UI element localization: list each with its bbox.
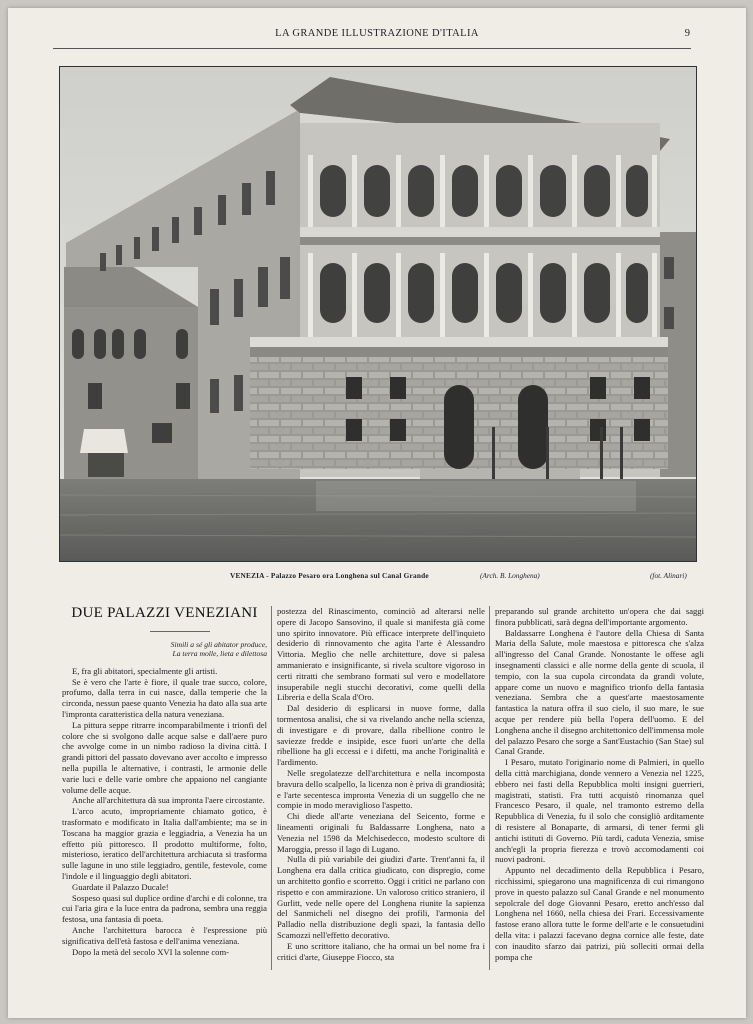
paragraph: L'arco acuto, impropriamente chiamato gotico, è trasformato e modificato in Italia dall'ambiente; ma se in Toscana ha maggior grazia e leggiadria, a Venezia ha un effetto più pittoresco. Il prodotto multiforme, folto, misterioso, ieratico dell'architettura archiacuta si trasforma sulle lagune in uno stile leggiadro, gentile, festevole, come l'indole e il linguaggio degli abitatori. xyxy=(62,806,267,881)
epigraph-line: La terra molle, lieta e dilettosa xyxy=(172,648,267,658)
page-header xyxy=(8,28,746,44)
caption-architect: (Arch. B. Longhena) xyxy=(480,571,540,580)
article-title: DUE PALAZZI VENEZIANI xyxy=(71,605,258,621)
paragraph: Appunto nel decadimento della Repubblica i Pesaro, ricchissimi, spiegarono una magnificenza di cui rimangono prove in questo palazzo sul Canal Grande e nel monumento sepolcrale del doge Giovanni Pesaro, eretto anch'esso dal Longhena nel 1660, nella chiesa dei Frari. Eccessivamente fastose erano allora tutte le forme dell'arte e le consuetudini della vita: i palazzi facevano degna cornice alle feste, date con inaudito sfarzo dai patrizi, più solleciti ormai della pompa che xyxy=(495,865,704,962)
palazzo-pesaro-illustration xyxy=(60,67,696,561)
magazine-page xyxy=(8,8,746,1018)
article-column-2 xyxy=(277,606,485,962)
epigraph-line: Simili a sé gli abitator produce, xyxy=(170,639,267,649)
title-rule xyxy=(150,631,210,632)
column-divider xyxy=(271,606,272,970)
caption-main: VENEZIA - Palazzo Pesaro ora Longhena sul Canal Grande xyxy=(230,571,429,580)
paragraph: Chi diede all'arte veneziana del Seicento, forme e lineamenti originali fu Baldassarre Longhena, nato a Venezia nel 1598 da Melchisedecco, modesto scultore di Maroggia, presso il lago di Lugano. xyxy=(277,811,485,854)
column-divider xyxy=(489,606,490,970)
paragraph: Dal desiderio di esplicarsi in nuove forme, dalla tormentosa analisi, che si va rivelando anche nella scienza, di investigare e di provare, dalla ribellione contro le saviezze fredde e insipide, esce fuori un'arte che della ribellione ha gli eccessi e i difetti, ma anche l'originalità e l'ardimento. xyxy=(277,703,485,768)
paragraph: Nulla di più variabile dei giudizi d'arte. Trent'anni fa, il Longhena era dalla critica giudicato, con dispregio, come un architetto gonfio e scorretto. Oggi i critici ne parlano con rispetto e con ammirazione. Un valoroso critico straniero, il Gurlitt, vede nelle opere del Longhena riunite la sapienza del Sanmicheli nel disegno dei profili, l'armonia del Palladio nella distribuzione degli spazi, la fantasia dello Scamozzi nell'effetto decorativo. xyxy=(277,854,485,940)
paragraph: postezza del Rinascimento, cominciò ad alterarsi nelle opere di Jacopo Sansovino, il quale si manifesta già come uno spirito innovatore. Più efficace interprete dell'inquieto desiderio di rinnovamento che agita l'arte è Alessandro Vittoria. Meglio che nelle architetture, dove si palesa ammanierato e insignificante, si rivela scultore vigoroso in certi ritratti che sembrano formati sul vero e modellatore insuperabile negli stucchi decorativi, come quelli della Libreria e della Scala d'Oro. xyxy=(277,606,485,703)
article-column-1 xyxy=(62,606,267,957)
page-number: 9 xyxy=(684,28,690,39)
paragraph: Guardate il Palazzo Ducale! xyxy=(72,881,169,892)
article-column-3 xyxy=(495,606,704,962)
paragraph: Nelle sregolatezze dell'architettura e nella incomposta bravura dello scalpello, la licenza non è priva di grandiosità; e l'arte secentesca imprонta Venezia di un suggello che ne compie in modo meraviglioso l'aspetto. xyxy=(277,767,485,811)
paragraph: Anche l'architettura barocca è l'espressione più significativa dell'età fastosa e dell'anima veneziana. xyxy=(62,924,267,946)
paragraph: La pittura seppe ritrarre incomparabilmente i trionfi del colore che si svolgono dalle acque salse e dall'aere puro che avvolge come in un nimbo radioso la divina città. I grandi pittori del passato dovevano aver accolto e impresso nella pupilla le alternative, i contrasti, le armonie delle varie luci e delle varie ombre che appaiono nel cangiante volume delle acque. xyxy=(62,719,267,795)
paragraph: E, fra gli abitatori, specialmente gli artisti. xyxy=(72,665,218,676)
paragraph: Se è vero che l'arte è fiore, il quale trae succo, colore, profumo, dalla terra in cui nasce, dalla temperie che la circonda, nessun paese quanto Venezia ha dato alla sua arte l'impronta caratteristica della natura veneziana. xyxy=(62,676,267,719)
caption-photo-credit: (fot. Alinari) xyxy=(650,571,687,580)
paragraph: Sospeso quasi sul duplice ordine d'archi e di colonne, tra cui l'aria gira e la luce entra da padrona, sembra una reggia festosa, una fantasia di poeta. xyxy=(62,892,267,925)
paragraph: preparando sul grande architetto un'opera che dai saggi finora pubblicati, sarà degna dell'importante argomento. xyxy=(495,606,704,627)
paragraph: Anche all'architettura dà sua impronta l'aere circostante. xyxy=(72,795,265,806)
epigraph xyxy=(62,640,267,658)
palazzo-photo xyxy=(59,66,697,562)
paragraph: Dopo la metà del secolo XVI la solenne com- xyxy=(72,946,230,957)
photo-caption xyxy=(50,571,710,583)
running-title: LA GRANDE ILLUSTRAZIONE D'ITALIA xyxy=(275,28,479,39)
header-rule xyxy=(53,48,691,49)
paragraph: I Pesaro, mutato l'originario nome di Palmieri, in quello della città marchigiana, donde vennero a Venezia nel 1225, ebbero nei fasti della Repubblica molti insigni guerrieri, magistrati, statisti. Fra tutti acquistò rinomanza quel Francesco Pesaro, il quale, nel tramonto estremo della Repubblica di Venezia, fu il solo che consigliò arditamente di resistere al Bonaparte, di armarsi, di tener fermi gli antichi istituti di Governo. Più tardi, caduta Venezia, smise anch'egli la propria fierezza e trovò accomodamenti coi nuovi padroni. xyxy=(495,757,704,865)
paragraph: Baldassarre Longhena è l'autore della Chiesa di Santa Maria della Salute, mole maestosa e pittoresca che s'alza all'ingresso del Canal Grande. Nonostante le offese agli insegnamenti classici e alle norme della gente di scuola, il tempio, con la sua cupola circondata da grandi volute, appare come un nuovo e magnifico trionfo della fantasia veneziana. Sembra che a quest'arte maestosamente fantastica la natura offra il suo cielo, il suo mare, le sue acque per rendere più bella l'opera dell'uomo. E del Longhena anche il disegno architettonico dell'immensa mole del palazzo Pesaro che sorge a Sant'Eustachio (San Stae) sul Canal Grande. xyxy=(495,627,704,757)
paragraph: E uno scrittore italiano, che ha ormai un bel nome fra i critici d'arte, Giuseppe Fiocco, sta xyxy=(277,940,485,962)
